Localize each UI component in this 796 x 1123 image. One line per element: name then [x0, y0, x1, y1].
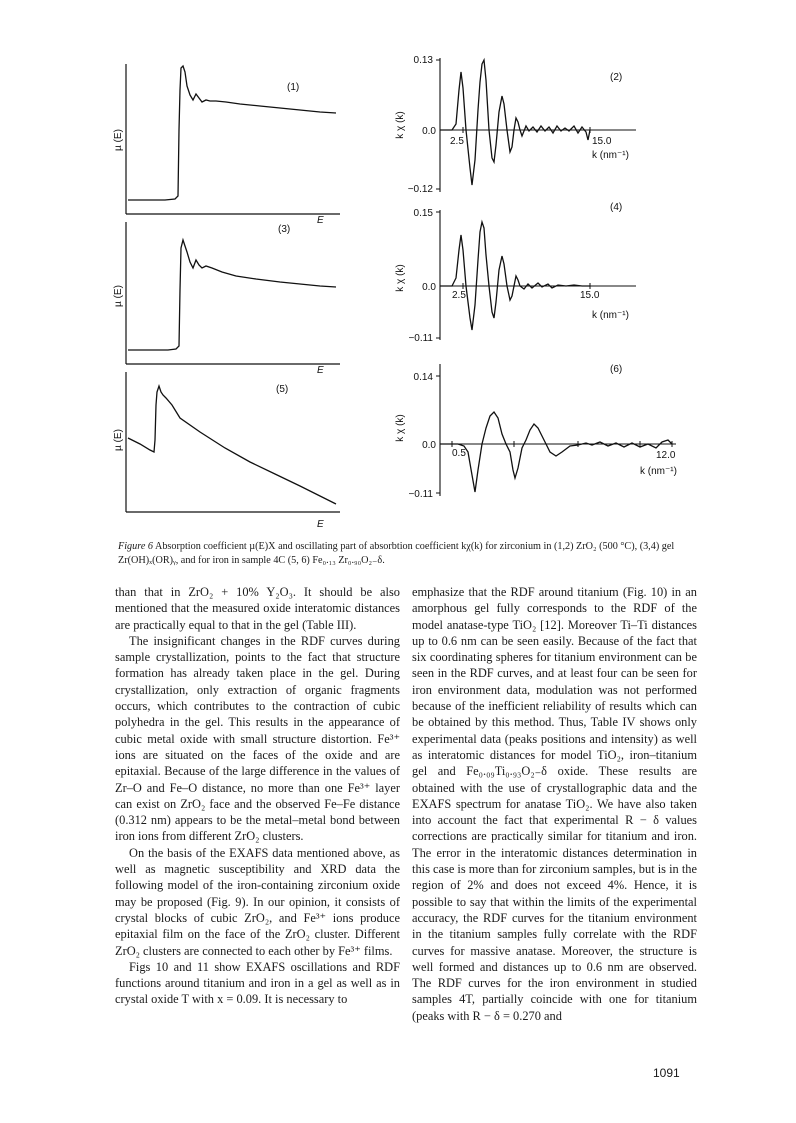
panel-2-ybottom: −0.12 [407, 184, 433, 195]
panel-3 [113, 222, 340, 376]
panel-6-kstart: 0.5 [452, 448, 466, 459]
paragraph: Figs 10 and 11 show EXAFS oscillations and RDF functions around titanium and iron in a gel as well as in crystal oxide T with x = 0.09. It is necessary to [115, 959, 400, 1007]
panel-3-xlabel: E [317, 365, 324, 376]
panel-4-xlabel: k (nm⁻¹) [592, 310, 629, 321]
absorption-curve-1 [128, 66, 336, 200]
absorption-curve-5 [128, 386, 336, 504]
exafs-curve-4 [440, 222, 590, 330]
panel-4-kend: 15.0 [580, 290, 600, 301]
panel-6-yzero: 0.0 [422, 440, 436, 451]
panel-2-xlabel: k (nm⁻¹) [592, 150, 629, 161]
panel-4-label: (4) [610, 202, 623, 213]
panel-6-xlabel: k (nm⁻¹) [640, 466, 677, 477]
panel-5-label: (5) [276, 384, 289, 395]
panel-2-kstart: 2.5 [450, 136, 464, 147]
panel-2-label: (2) [610, 72, 623, 83]
panel-2-yzero: 0.0 [422, 126, 436, 137]
panel-4-yzero: 0.0 [422, 282, 436, 293]
panel-1-xlabel: E [317, 215, 324, 226]
figure-caption [118, 540, 698, 568]
paragraph: On the basis of the EXAFS data mentioned above, as well as magnetic susceptibility and XRD data the following model of the iron-containing zirconium oxide may be proposed (Fig. 9). In our opinion, it consists of crystal blocks of cubic ZrO₂, and Fe³⁺ ions produce epitaxial film on the face of the ZrO₂ cluster. Different ZrO₂ clusters are connected to each other by Fe³⁺ films. [115, 845, 400, 958]
panel-4 [395, 202, 636, 344]
page-number: 1091 [653, 1066, 680, 1080]
panel-5 [113, 372, 340, 530]
panel-3-label: (3) [278, 224, 291, 235]
panel-1-label: (1) [287, 82, 300, 93]
exafs-curve-6 [440, 412, 672, 492]
panel-6-ybottom: −0.11 [408, 489, 433, 500]
paragraph: emphasize that the RDF around titanium (Fig. 10) in an amorphous gel fully corresponds to the RDF of the model anatase-type TiO₂ [12]. Moreover Ti–Ti distances up to 0.6 nm can be seen easily. Because of the fact that six coordinating spheres for titanium environment can be seen in the RDF curves, and at least four can be seen for iron environment data, modulation was not performed because of the inefficient reliability of results which can be obtained by this method. Thus, Table IV shows only experimental data (peaks positions and intensity) as well as interatomic distances for model TiO₂, iron–titanium gel and Fe₀.₀₉Ti₀.₉₃O₂₋δ oxide. These results are obtained with the use of crystallographic data and the EXAFS spectrum for anatase TiO₂. We have also taken into account the fact that experimental R − δ values corrections are practically similar for titanium and iron. The error in the interatomic distances determination in this case is more than for zirconium samples, but is in the region of 2% and does not exceed 4%. Hence, it is possible to say that within the limits of the experimental accuracy, the RDF curves for the titanium environment in the titanium samples fully correlate with the RDF curves for massive anatase. Moreover, the structure is well formed and distances up to 0.6 nm are observed. The RDF curves for the iron environment in studied samples 4T, partially coincide with one for titanium (peaks with R − δ = 0.270 and [412, 585, 697, 1023]
panel-3-ylabel: µ (E) [113, 285, 124, 307]
panel-2 [395, 55, 636, 195]
figure-caption-label: Figure 6 [118, 541, 153, 552]
left-column [115, 584, 400, 1008]
exafs-curve-2 [440, 60, 590, 185]
paragraph: The insignificant changes in the RDF curves during sample crystallization, points to the fact that structure formation has already taken place in the gel. During crystallization, only extraction of organic fragments occurs, which contributes to the contraction of cubic polyhedra in the gel. This results in the appearance of cubic metal oxide with small structure distortion. Fe³⁺ ions are situated on the faces of the oxide and are epitaxial. Because of the large difference in the values of Zr–O and Fe–O distance, no more than one Fe³⁺ layer can exist on ZrO₂ face and the observed Fe–Fe distance (0.312 nm) appears to be the metal–metal bond between iron ions from different ZrO₂ clusters. [115, 633, 400, 844]
absorption-curve-3 [128, 240, 336, 350]
panel-5-ylabel: µ (E) [113, 429, 124, 451]
panel-2-kend: 15.0 [592, 136, 612, 147]
panel-4-ytop: 0.15 [413, 208, 433, 219]
panel-1 [113, 64, 340, 226]
panel-6-kend: 12.0 [656, 450, 676, 461]
panel-6-ytop: 0.14 [413, 372, 433, 383]
panel-6-label: (6) [610, 364, 623, 375]
paragraph: than that in ZrO₂ + 10% Y₂O₃. It should be also mentioned that the measured oxide interatomic distances are practically equal to that in the gel (Table III). [115, 585, 400, 632]
panel-6-ylabel: k χ (k) [395, 414, 406, 442]
panel-2-ytop: 0.13 [413, 55, 433, 66]
figure-6 [0, 0, 796, 540]
panel-1-ylabel: µ (E) [113, 129, 124, 151]
panel-5-xlabel: E [317, 519, 324, 530]
panel-4-kstart: 2.5 [452, 290, 466, 301]
panel-6 [395, 364, 677, 500]
figure-caption-text: Absorption coefficient µ(E)X and oscillating part of absorbtion coefficient kχ(k) for zirconium in (1,2) ZrO₂ (500 °C), (3,4) gel Zr(OH)ₓ(OR)ᵧ, and for iron in sample 4C (5, 6) Fe₀.₁₃ Zr₀.₉₀O₂₋δ. [118, 541, 675, 566]
right-column [412, 584, 697, 1024]
panel-4-ylabel: k χ (k) [395, 264, 406, 292]
panel-2-ylabel: k χ (k) [395, 111, 406, 139]
panel-4-ybottom: −0.11 [408, 333, 433, 344]
